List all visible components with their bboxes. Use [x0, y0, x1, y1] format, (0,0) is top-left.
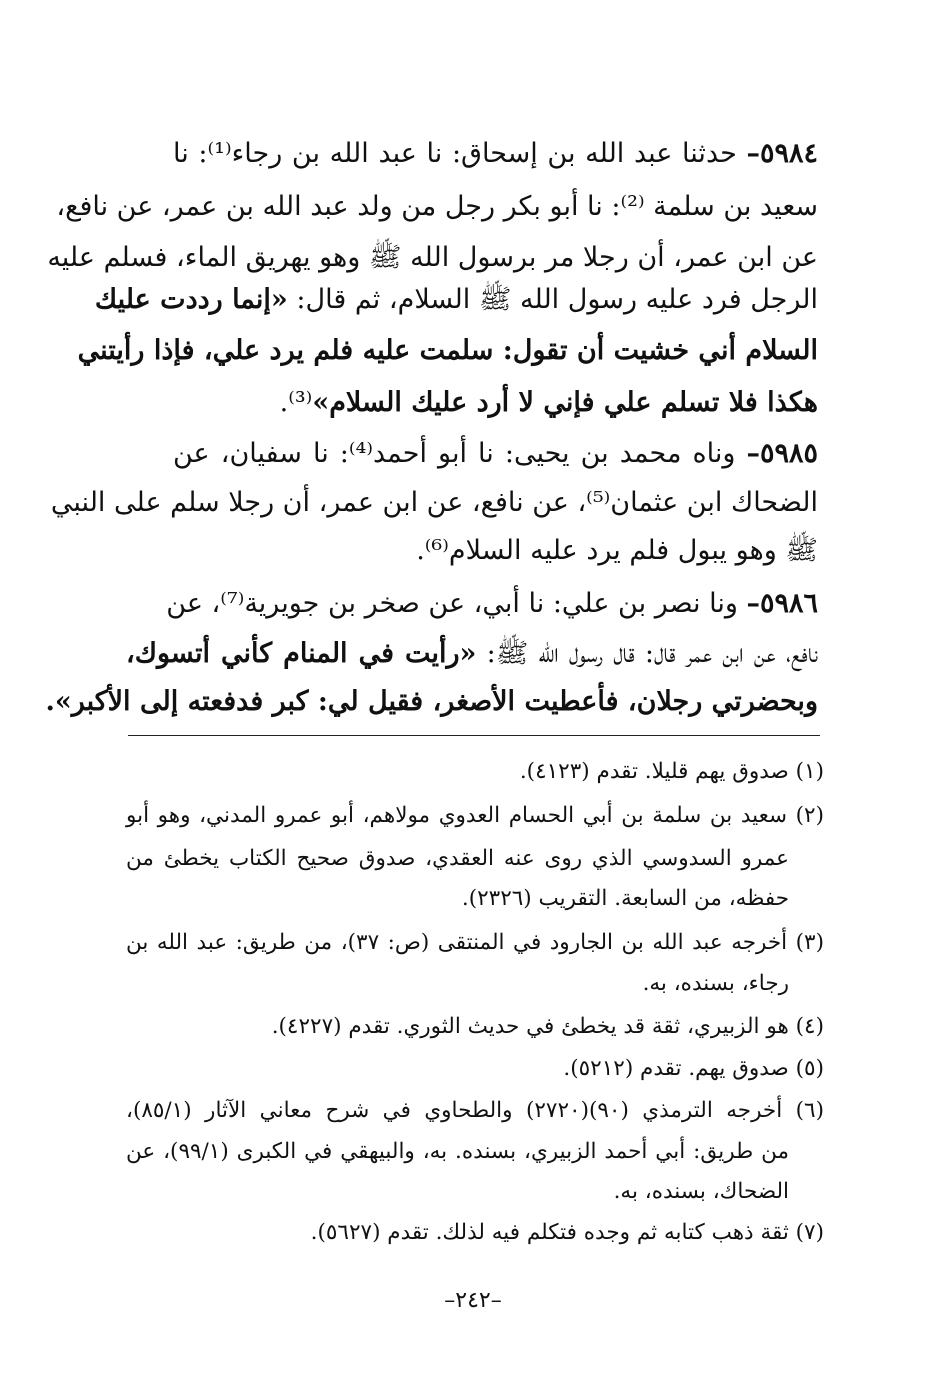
footnote-separator [128, 735, 820, 736]
hadith-number: ٥٩٨٤– [746, 138, 818, 169]
footnote-4: (٤) هو الزبيري، ثقة قد يخطئ في حديث الثوري. تقدم (٤٢٢٧). [271, 1014, 824, 1039]
page-number: –٢٤٢– [444, 1288, 502, 1313]
footnote-1: (١) صدوق يهم قليلا. تقدم (٤١٢٣). [519, 759, 824, 784]
footnote-6-line-2: من طريق: أبي أحمد الزبيري، بسنده. به، والبيهقي في الكبرى (٩٩/١)، عن [126, 1139, 789, 1164]
prophetic-quote: هكذا فلا تسلم علي فإني لا أرد عليك السلام» [312, 387, 818, 418]
hadith-5985-line-2: الضحاك ابن عثمان⁽⁵⁾، عن نافع، عن ابن عمر، أن رجلا سلم على النبي [50, 487, 818, 518]
hadith-5984-line-1: ٥٩٨٤– حدثنا عبد الله بن إسحاق: نا عبد الله بن رجاء⁽¹⁾: نا [173, 138, 818, 169]
prophetic-quote: «رأيت في المنام كأني أتسوك، [126, 638, 477, 669]
hadith-5984-line-6: هكذا فلا تسلم علي فإني لا أرد عليك السلام»⁽³⁾. [279, 387, 818, 418]
hadith-5985-line-1: ٥٩٨٥– وناه محمد بن يحيى: نا أبو أحمد⁽⁴⁾: نا سفيان، عن [173, 438, 819, 469]
footnote-2-line-1: (٢) سعيد بن سلمة بن أبي الحسام العدوي مولاهم، أبو عمرو المدني، وهو أبو [126, 803, 824, 828]
footnote-6-line-1: (٦) أخرجه الترمذي (٩٠)(٢٧٢٠) والطحاوي في شرح معاني الآثار (٨٥/١)، [126, 1098, 824, 1123]
hadith-5984-line-5: السلام أني خشيت أن تقول: سلمت عليه فلم يرد علي، فإذا رأيتني [77, 335, 818, 366]
prophetic-quote: «إنما رددت عليك [94, 284, 288, 315]
footnote-6-line-3: الضحاك، بسنده، به. [613, 1179, 789, 1204]
hadith-number: ٥٩٨٦– [746, 588, 818, 619]
hadith-number: ٥٩٨٥– [746, 438, 819, 469]
hadith-5986-line-3: وبحضرتي رجلان، فأعطيت الأصغر، فقيل لي: كبر فدفعته إلى الأكبر». [45, 686, 818, 717]
hadith-5984-line-4: الرجل فرد عليه رسول الله ﷺ السلام، ثم قال: «إنما رددت عليك [94, 284, 818, 315]
footnote-5: (٥) صدوق يهم. تقدم (٥٢١٢). [563, 1056, 824, 1081]
footnote-2-line-2: عمرو السدوسي الذي روى عنه العقدي، صدوق صحيح الكتاب يخطئ من [126, 846, 789, 871]
footnote-3-line-2: رجاء، بسنده، به. [642, 971, 789, 996]
footnote-7: (٧) ثقة ذهب كتابه ثم وجده فتكلم فيه لذلك. تقدم (٥٦٢٧). [310, 1220, 824, 1245]
hadith-5986-line-2: نافع، عن ابن عمر قال: قال رسول الله ﷺ: «رأيت في المنام كأني أتسوك، [126, 638, 818, 669]
hadith-5984-line-3: عن ابن عمر، أن رجلا مر برسول الله ﷺ وهو يهريق الماء، فسلم عليه [47, 242, 818, 273]
hadith-5985-line-3: ﷺ وهو يبول فلم يرد عليه السلام⁽⁶⁾. [416, 535, 818, 566]
hadith-5986-line-1: ٥٩٨٦– ونا نصر بن علي: نا أبي، عن صخر بن جويرية⁽⁷⁾، عن [166, 588, 818, 619]
footnote-2-line-3: حفظه، من السابعة. التقريب (٢٣٢٦). [461, 886, 789, 911]
footnote-3-line-1: (٣) أخرجه عبد الله بن الجارود في المنتقى (ص: ٣٧)، من طريق: عبد الله بن [126, 930, 824, 955]
hadith-5984-line-2: سعيد بن سلمة ⁽²⁾: نا أبو بكر رجل من ولد عبد الله بن عمر، عن نافع، [56, 191, 818, 222]
